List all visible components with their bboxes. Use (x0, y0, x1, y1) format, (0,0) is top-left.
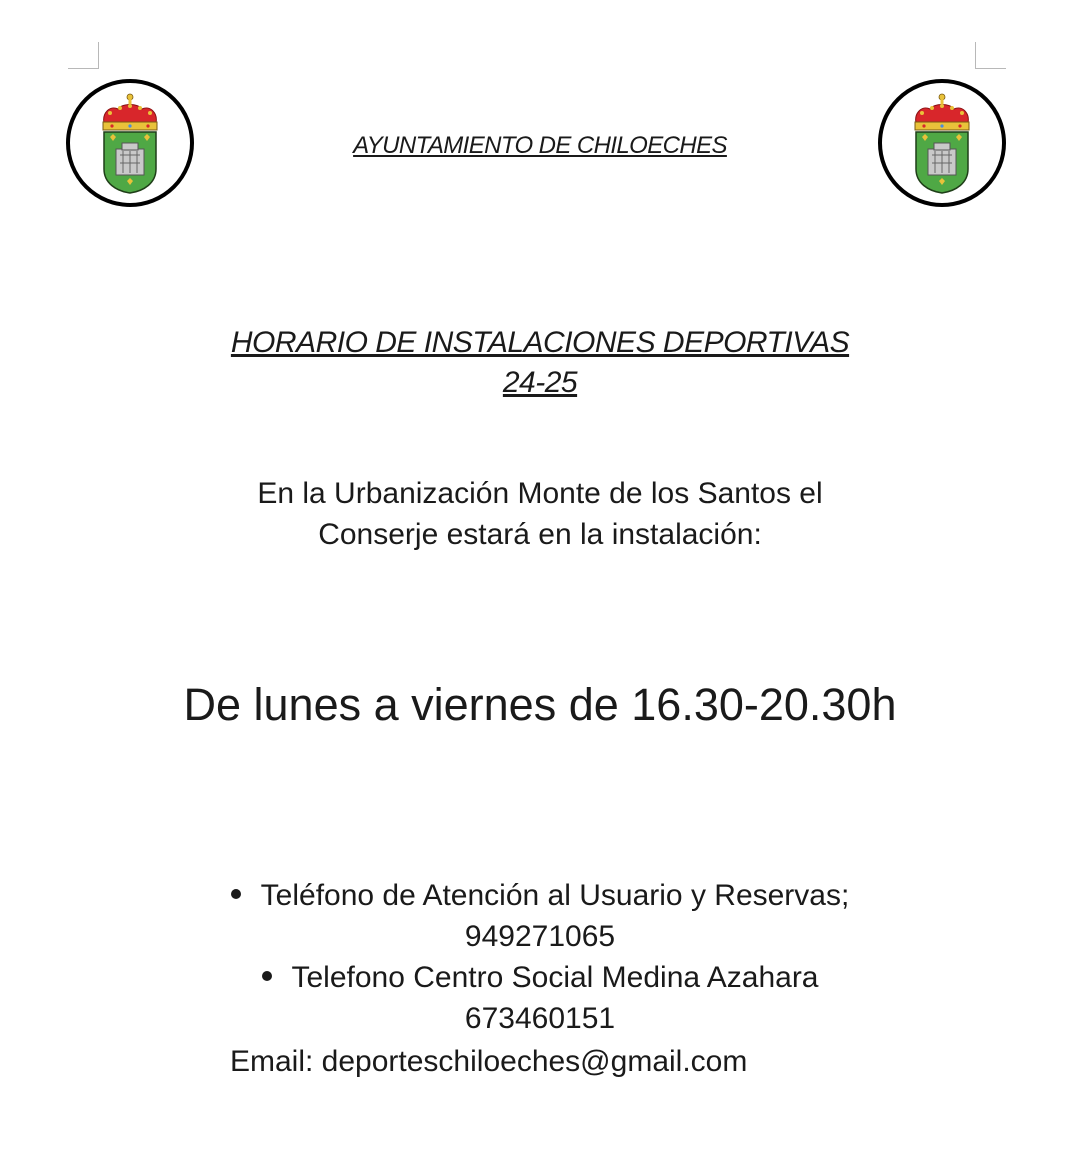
intro-line2: Conserje estará en la instalación: (318, 518, 762, 551)
intro-paragraph (0, 473, 1080, 555)
contact-list (0, 875, 1080, 1078)
contact-label: Teléfono de Atención al Usuario y Reservas; (260, 879, 850, 912)
email-text: Email: deporteschiloeches@gmail.com (230, 1045, 748, 1078)
list-item (0, 957, 1080, 1039)
document-title-line2: 24-25 (502, 366, 578, 399)
bullet-icon (231, 889, 241, 899)
header-title: AYUNTAMIENTO DE CHILOECHES (353, 132, 727, 159)
document-title-line1: HORARIO DE INSTALACIONES DEPORTIVAS (230, 326, 850, 359)
page-corner-mark-top-left (68, 42, 99, 69)
bullet-icon (262, 971, 272, 981)
list-item (0, 875, 1080, 957)
contact-phone: 949271065 (464, 920, 616, 953)
document-title (0, 323, 1080, 403)
page-corner-mark-top-right (975, 42, 1006, 69)
schedule-text: De lunes a viernes de 16.30-20.30h (183, 679, 897, 730)
intro-line1: En la Urbanización Monte de los Santos el (257, 477, 823, 510)
contact-phone: 673460151 (464, 1002, 616, 1035)
contact-label: Telefono Centro Social Medina Azahara (291, 961, 819, 994)
